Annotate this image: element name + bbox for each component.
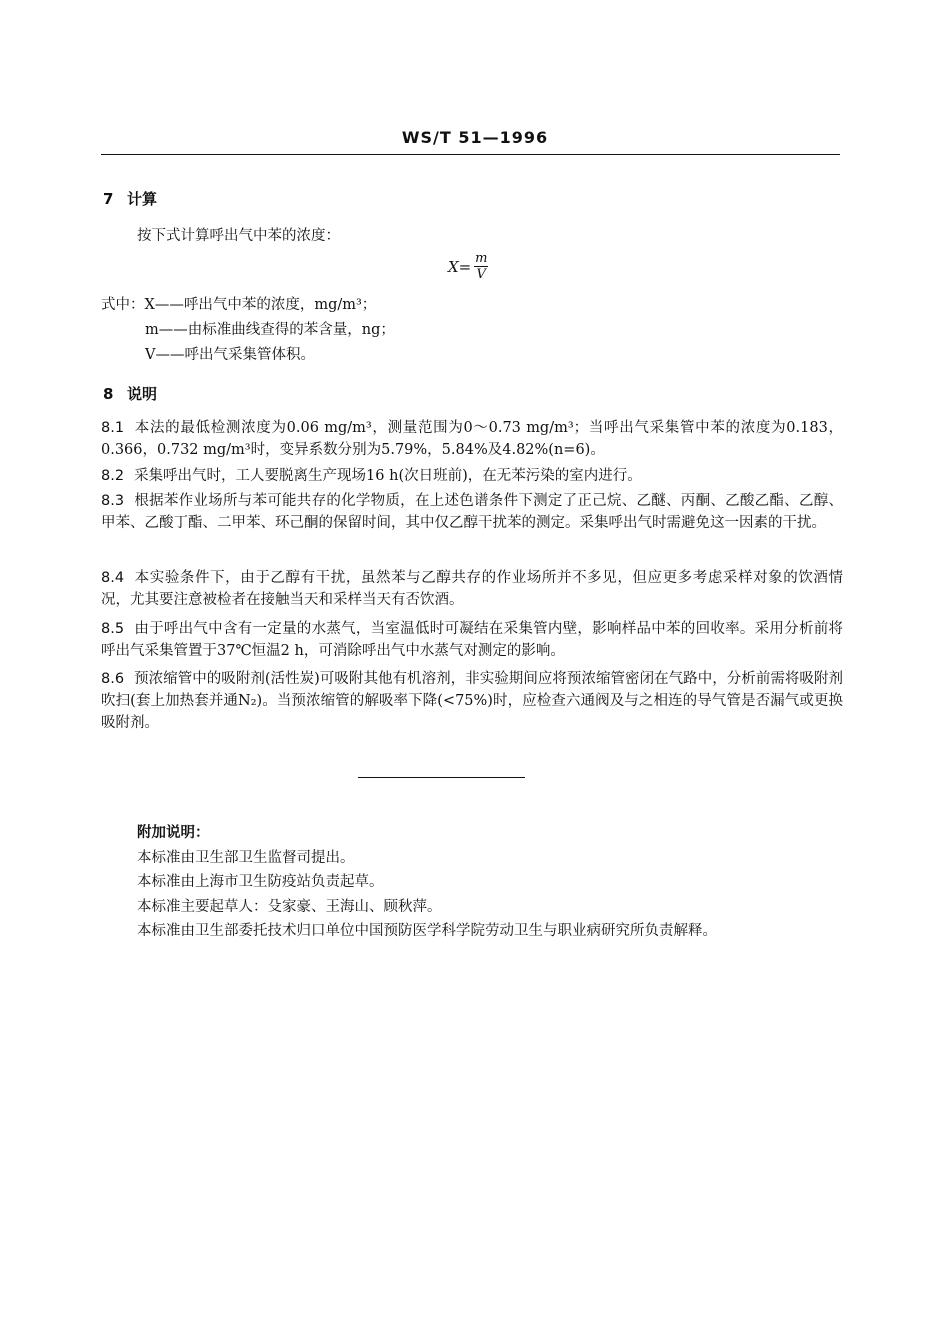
- note-8-1: [101, 417, 843, 461]
- note-8-4: [101, 567, 843, 611]
- formula-denominator: V: [476, 267, 486, 282]
- note-8-1-label: 8.1: [101, 420, 125, 436]
- header-divider: [101, 154, 840, 155]
- standard-code-header: WS/T 51—1996: [401, 128, 549, 147]
- section-8-title: 说明: [127, 385, 158, 403]
- note-8-1-text: 本法的最低检测浓度为0.06 mg/m³，测量范围为0～0.73 mg/m³；当呼出气采集管中苯的浓度为0.183，0.366，0.732 mg/m³时，变异系数分别为5.79%，5.84%及4.82%(n=6)。: [101, 420, 843, 458]
- section-7-title: 计算: [127, 190, 158, 208]
- concentration-formula: [448, 252, 488, 281]
- note-8-3: [101, 490, 843, 534]
- note-8-6-label: 8.6: [101, 671, 125, 687]
- section-8-heading: [103, 383, 157, 404]
- section-7-intro: 按下式计算呼出气中苯的浓度：: [137, 228, 340, 244]
- section-8-number: 8: [103, 385, 114, 403]
- additional-notes-title: 附加说明：: [137, 825, 210, 841]
- note-8-2-label: 8.2: [101, 468, 125, 484]
- note-8-5-text: 由于呼出气中含有一定量的水蒸气，当室温低时可凝结在采集管内壁，影响样品中苯的回收率。采用分析前将呼出气采集管置于37℃恒温2 h，可消除呼出气中水蒸气对测定的影响。: [101, 621, 843, 659]
- section-7-heading: [103, 188, 157, 209]
- formula-fraction: [474, 252, 488, 281]
- note-8-3-label: 8.3: [101, 493, 125, 509]
- note-8-5: [101, 618, 843, 662]
- where-line-3: V——呼出气采集管体积。: [145, 347, 315, 363]
- note-8-2-text: 采集呼出气时，工人要脱离生产现场16 h(次日班前)，在无苯污染的室内进行。: [134, 468, 642, 484]
- additional-note-1: 本标准由卫生部卫生监督司提出。: [137, 850, 355, 866]
- note-8-6: [101, 668, 843, 734]
- end-divider: [358, 777, 525, 778]
- note-8-3-text: 根据苯作业场所与苯可能共存的化学物质，在上述色谱条件下测定了正己烷、乙醚、丙酮、乙酸乙酯、乙醇、甲苯、乙酸丁酯、二甲苯、环己酮的保留时间，其中仅乙醇干扰苯的测定。采集呼出气时需避免这一因素的干扰。: [101, 493, 843, 531]
- formula-numerator: m: [475, 251, 488, 266]
- additional-note-3: 本标准主要起草人：殳家豪、王海山、顾秋萍。: [137, 899, 442, 915]
- where-line-2: m——由标准曲线查得的苯含量，ng；: [145, 322, 395, 338]
- formula-lhs: X=: [448, 257, 472, 276]
- note-8-6-text: 预浓缩管中的吸附剂(活性炭)可吸附其他有机溶剂，非实验期间应将预浓缩管密闭在气路中，分析前需将吸附剂吹扫(套上加热套并通N₂)。当预浓缩管的解吸率下降(<75%)时，应检查六通阀及与之相连的导气管是否漏气或更换吸附剂。: [101, 671, 843, 731]
- note-8-5-label: 8.5: [101, 621, 125, 637]
- additional-note-4: 本标准由卫生部委托技术归口单位中国预防医学科学院劳动卫生与职业病研究所负责解释。: [137, 923, 717, 939]
- where-line-1: 式中：X——呼出气中苯的浓度，mg/m³；: [101, 297, 377, 313]
- note-8-4-label: 8.4: [101, 570, 125, 586]
- note-8-2: [101, 465, 843, 487]
- note-8-4-text: 本实验条件下，由于乙醇有干扰，虽然苯与乙醇共存的作业场所并不多见，但应更多考虑采样对象的饮酒情况，尤其要注意被检者在接触当天和采样当天有否饮酒。: [101, 570, 843, 608]
- section-7-number: 7: [103, 190, 114, 208]
- additional-note-2: 本标准由上海市卫生防疫站负责起草。: [137, 874, 384, 890]
